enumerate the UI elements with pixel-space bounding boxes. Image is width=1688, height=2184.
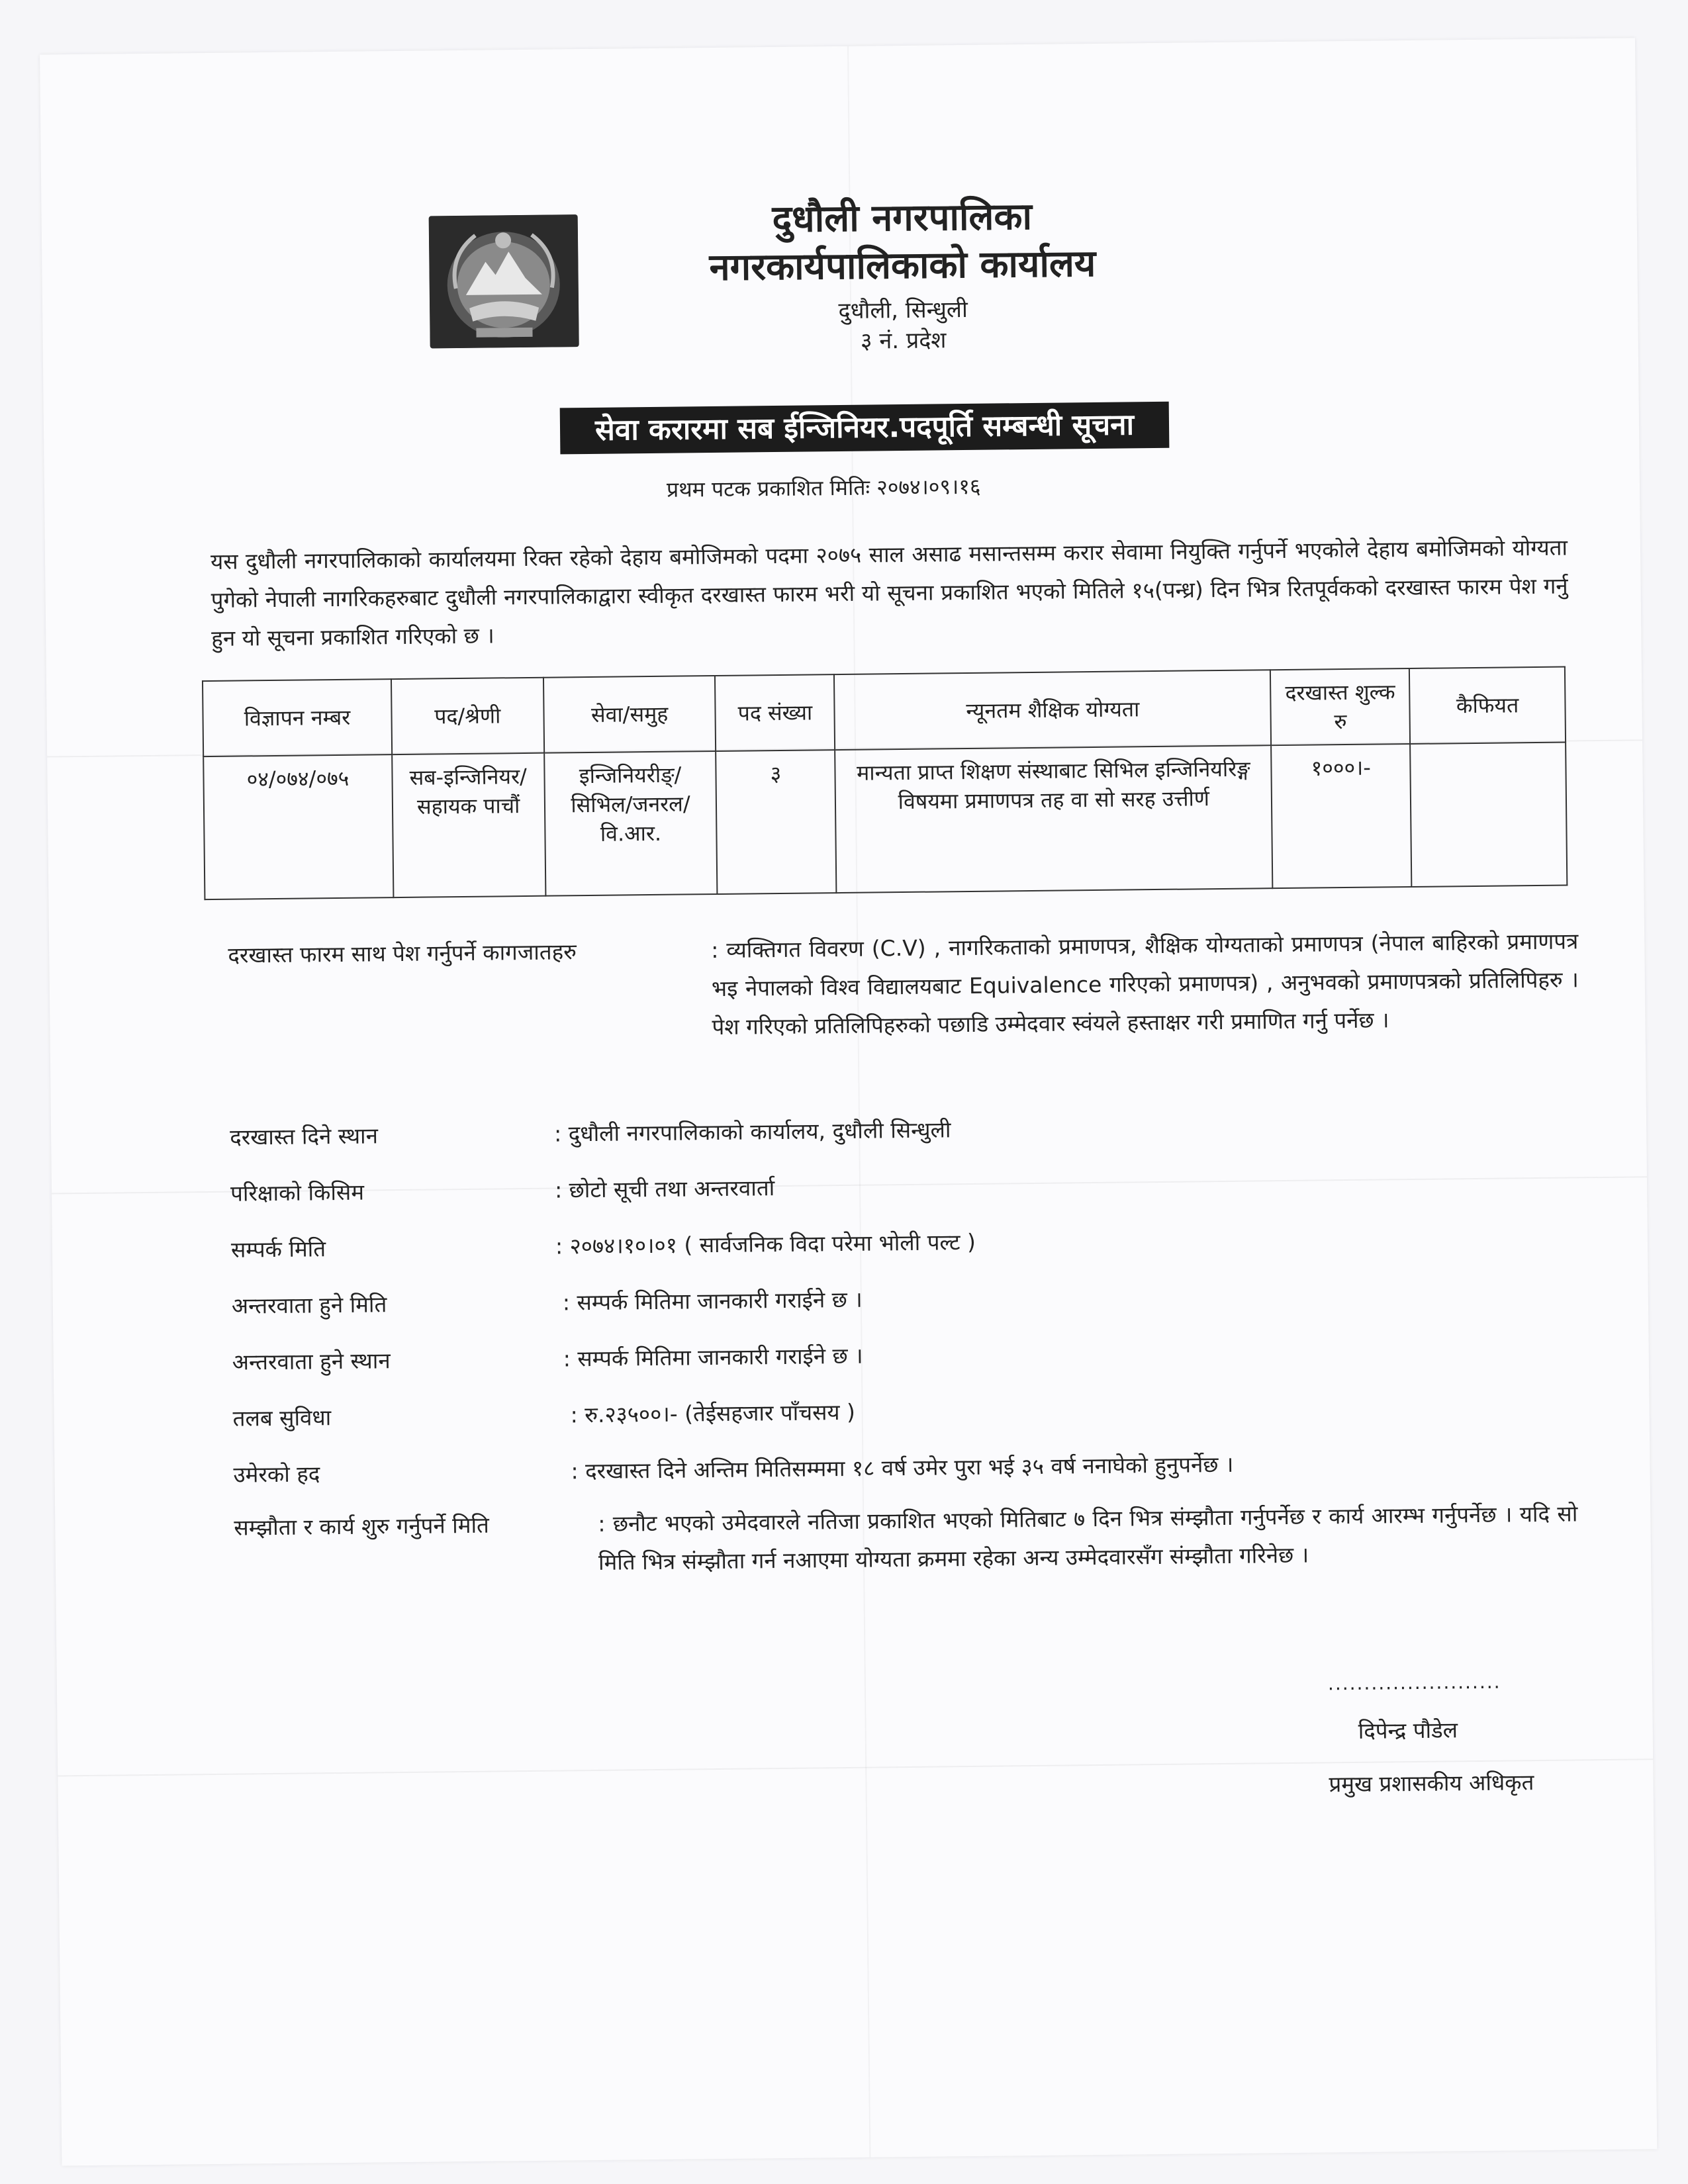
nepal-emblem <box>429 214 579 348</box>
cell-ad-number: ०४/०७४/०७५ <box>203 754 393 899</box>
agreement-label: सम्झौता र कार्य शुरु गर्नुपर्ने मिति <box>234 1512 490 1541</box>
municipality-name: दुधौली नगरपालिका <box>772 195 1033 242</box>
salary-value: : रु.२३५००।- (तेईसहजार पाँचसय ) <box>570 1398 856 1428</box>
cell-post: सब-इन्जिनियर/सहायक पाचौं <box>392 753 545 897</box>
header-service: सेवा/समुह <box>543 676 716 753</box>
contact-date-label: सम्पर्क मिति <box>230 1236 326 1263</box>
interview-place-value: : सम्पर्क मितिमा जानकारी गराईने छ । <box>563 1342 863 1372</box>
exam-type-row <box>52 1160 1647 1206</box>
header-count: पद संख्या <box>715 674 835 751</box>
intro-paragraph: यस दुधौली नगरपालिकाको कार्यालयमा रिक्त रहेको देहाय बमोजिमको पदमा २०७५ साल असाढ मसान्तसम्म करार सेवामा नियुक्ति गर्नुपर्ने भएकोले देहाय बमोजिमको योग्यता पुगेको नेपाली नागरिकहरुबाट दुधौली नगरपालिकाद्वारा स्वीकृत दरखास्त फारम भरी यो सूचना प्रकाशित भएको मितिले १५(पन्ध्र) दिन भित्र रितपूर्वकको दरखास्त फारम पेश गर्नु हुन यो सूचना प्रकाशित गरिएको छ । <box>210 534 1568 651</box>
header-ad-number: विज्ञापन नम्बर <box>203 679 392 756</box>
signature-line: ........................ <box>1327 1670 1501 1695</box>
signer-title: प्रमुख प्रशासकीय अधिकृत <box>1329 1769 1534 1797</box>
header-qualification: न्यूनतम शैक्षिक योग्यता <box>834 670 1271 750</box>
cell-remarks <box>1410 743 1567 887</box>
notice-title: सेवा करारमा सब ईन्जिनियर.पदपूर्ति सम्बन्धी सूचना <box>560 402 1170 455</box>
interview-place-row <box>53 1328 1648 1375</box>
fold-line <box>847 46 870 2158</box>
vacancy-table <box>202 666 1568 901</box>
cell-count: ३ <box>716 750 837 894</box>
application-place-label: दरखास्त दिने स्थान <box>230 1122 379 1150</box>
office-location: दुधौली, सिन्धुली <box>838 296 968 325</box>
cell-qualification: मान्यता प्राप्त शिक्षण संस्थाबाट सिभिल इन्जिनियरिङ्ग विषयमा प्रमाणपत्र तह वा सो सरह उत्तीर्ण <box>835 745 1272 893</box>
cell-fee: १०००।- <box>1271 744 1411 888</box>
age-limit-label: उमेरको हद <box>233 1461 320 1488</box>
application-place-value: : दुधौली नगरपालिकाको कार्यालय, दुधौली सिन्धुली <box>553 1116 951 1147</box>
first-published-date: प्रथम पटक प्रकाशित मितिः २०७४।०९।१६ <box>666 473 981 502</box>
letterhead <box>604 191 1201 359</box>
notice-paper <box>40 38 1657 2165</box>
signer-name: दिपेन्द्र पौडेल <box>1358 1717 1458 1744</box>
agreement-value: : छनौट भएको उमेदवारले नतिजा प्रकाशित भएको मितिबाट ७ दिन भित्र संम्झौता गर्नुपर्नेछ र कार्य आरम्भ गर्नुपर्नेछ । यदि सो मिति भित्र संम्झौता गर्न नआएमा योग्यता क्रममा रहेका अन्य उम्मेदवारसँग संम्झौता गरिनेछ । <box>598 1500 1578 1575</box>
table-header-row <box>203 667 1566 757</box>
province-name: ३ नं. प्रदेश <box>860 327 947 355</box>
header-post: पद/श्रेणी <box>391 678 544 754</box>
interview-date-value: : सम्पर्क मितिमा जानकारी गराईने छ । <box>562 1286 863 1316</box>
age-limit-row <box>54 1441 1650 1488</box>
interview-date-row <box>53 1272 1648 1319</box>
exam-type-value: : छोटो सूची तथा अन्तरवार्ता <box>554 1175 775 1203</box>
office-name: नगरकार्यपालिकाको कार्यालय <box>709 242 1096 290</box>
salary-label: तलब सुविधा <box>232 1404 332 1432</box>
documents-value: : व्यक्तिगत विवरण (C.V) , नागरिकताको प्रमाणपत्र, शैक्षिक योग्यताको प्रमाणपत्र (नेपाल बाहिरको प्रमाणपत्र भइ नेपालको विश्व विद्यालयबाट Equivalence गरिएको प्रमाणपत्र) , अनुभवको प्रमाणपत्रको प्रतिलिपिहरु । पेश गरिएको प्रतिलिपिहरुको पछाडि उम्मेदवार स्वंयले हस्ताक्षर गरी प्रमाणित गर्नु पर्नेछ । <box>711 928 1579 1040</box>
application-place-row <box>51 1103 1646 1150</box>
age-limit-value: : दरखास्त दिने अन्तिम मितिसम्ममा १८ वर्ष उमेर पुरा भई ३५ वर्ष ननाघेको हुनुपर्नेछ । <box>571 1451 1234 1484</box>
contact-date-row <box>52 1216 1648 1263</box>
salary-row <box>54 1385 1649 1432</box>
contact-date-value: : २०७४।१०।०१ ( सार्वजनिक विदा परेमा भोली पल्ट ) <box>555 1228 976 1259</box>
documents-label: दरखास्त फारम साथ पेश गर्नुपर्ने कागजातहरु <box>228 938 577 968</box>
table-row <box>203 743 1567 900</box>
interview-date-label: अन्तरवाता हुने मिति <box>231 1291 387 1319</box>
agreement-row <box>55 1494 1650 1575</box>
cell-service: इन्जिनियरीङ्/सिभिल/जनरल/वि.आर. <box>544 751 718 896</box>
interview-place-label: अन्तरवाता हुने स्थान <box>232 1347 391 1375</box>
header-remarks: कैफियत <box>1409 667 1566 744</box>
documents-row <box>49 921 1644 1040</box>
header-fee: दरखास्त शुल्क रु <box>1270 668 1410 745</box>
exam-type-label: परिक्षाको किसिम <box>230 1179 365 1206</box>
